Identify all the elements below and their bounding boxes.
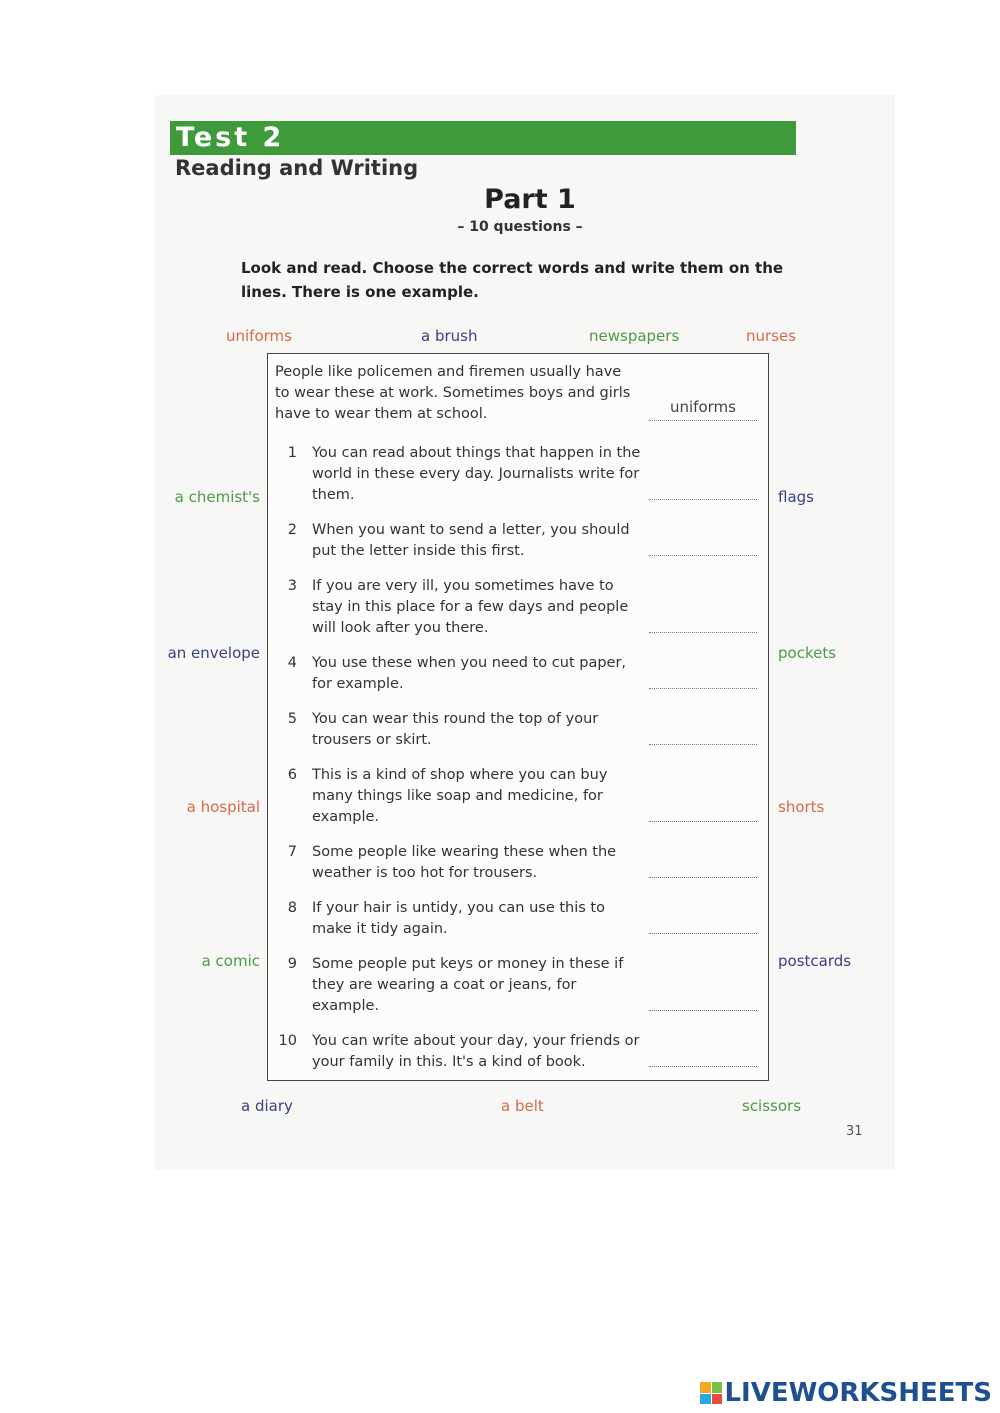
part-title: Part 1 <box>484 184 576 215</box>
word-an-envelope: an envelope <box>167 644 260 662</box>
brand-logo-icon <box>700 1382 722 1404</box>
word-pockets: pockets <box>778 644 837 662</box>
brand-text: LIVEWORKSHEETS <box>724 1378 992 1408</box>
question-number: 7 <box>287 844 297 860</box>
word-postcards: postcards <box>778 952 852 970</box>
word-a-belt: a belt <box>501 1097 544 1115</box>
question-number: 6 <box>287 767 297 783</box>
question-text: If you are very ill, you sometimes have to stay in this place for a few days and people will look after you there. <box>312 578 629 636</box>
answer-line-5[interactable] <box>649 743 757 745</box>
answer-line-6[interactable] <box>649 820 757 822</box>
word-uniforms: uniforms <box>226 327 292 345</box>
instructions: Look and read. Choose the correct words and write them on the lines. There is one example. <box>241 259 784 301</box>
answer-line-10[interactable] <box>649 1065 757 1067</box>
word-a-chemists: a chemist's <box>174 488 260 506</box>
word-a-brush: a brush <box>421 327 478 345</box>
question-number: 8 <box>287 900 297 916</box>
word-scissors: scissors <box>742 1097 802 1115</box>
answer-line-7[interactable] <box>649 876 757 878</box>
question-text: You can wear this round the top of your trousers or skirt. <box>312 711 599 748</box>
word-flags: flags <box>778 488 814 506</box>
question-text: You use these when you need to cut paper, for example. <box>312 655 627 692</box>
question-number: 9 <box>287 956 297 972</box>
question-number: 2 <box>287 522 297 538</box>
section-subtitle: Reading and Writing <box>175 156 419 180</box>
example-answer: uniforms <box>670 398 736 416</box>
word-newspapers: newspapers <box>589 327 680 345</box>
question-text: If your hair is untidy, you can use this to make it tidy again. <box>312 900 605 937</box>
word-a-hospital: a hospital <box>186 798 260 816</box>
question-number: 10 <box>278 1033 297 1049</box>
liveworksheets-logo <box>700 1378 992 1408</box>
answer-line-1[interactable] <box>649 498 757 500</box>
page-number: 31 <box>846 1124 863 1139</box>
answer-line-2[interactable] <box>649 554 757 556</box>
word-nurses: nurses <box>746 327 797 345</box>
word-a-comic: a comic <box>201 952 260 970</box>
question-text: Some people put keys or money in these if they are wearing a coat or jeans, for example. <box>312 956 624 1014</box>
word-a-diary: a diary <box>241 1097 293 1115</box>
question-text: When you want to send a letter, you should put the letter inside this first. <box>312 522 630 559</box>
answer-line-9[interactable] <box>649 1009 757 1011</box>
test-banner: Test 2 <box>170 121 796 155</box>
question-number: 4 <box>287 655 297 671</box>
question-text: You can write about your day, your friends or your family in this. It's a kind of book. <box>312 1033 640 1070</box>
question-number: 5 <box>287 711 297 727</box>
example-text: People like policemen and firemen usually have to wear these at work. Sometimes boys and girls have to wear them at school. <box>275 364 631 422</box>
part-subtitle: – 10 questions – <box>457 219 583 235</box>
answer-line-8[interactable] <box>649 932 757 934</box>
question-text: You can read about things that happen in the world in these every day. Journalists write for them. <box>312 445 641 503</box>
question-number: 3 <box>287 578 297 594</box>
answer-line-4[interactable] <box>649 687 757 689</box>
question-text: Some people like wearing these when the weather is too hot for trousers. <box>312 844 617 881</box>
example-answer-line <box>649 419 757 421</box>
question-text: This is a kind of shop where you can buy many things like soap and medicine, for example. <box>312 767 608 825</box>
question-number: 1 <box>287 445 297 461</box>
word-shorts: shorts <box>778 798 825 816</box>
answer-line-3[interactable] <box>649 631 757 633</box>
